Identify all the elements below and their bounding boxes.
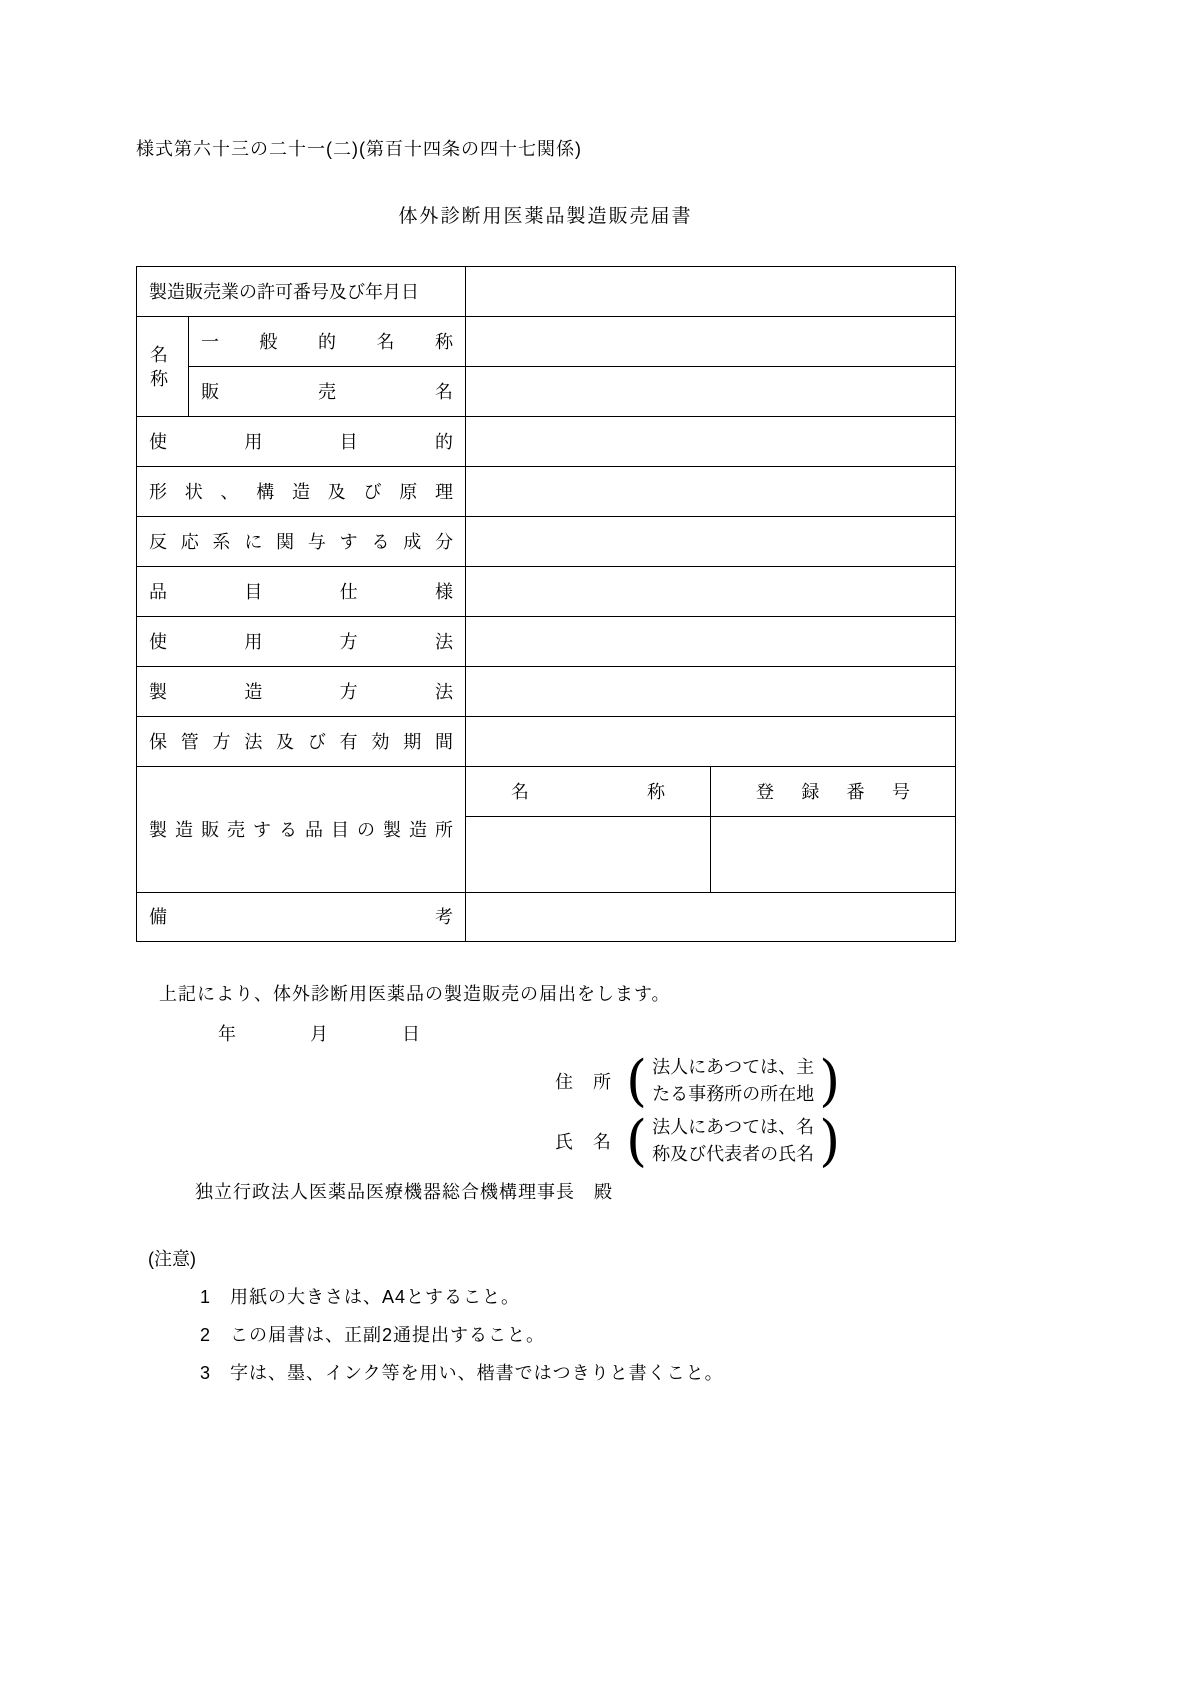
brand-name-label: 販売名: [189, 367, 466, 417]
address-note: [652, 1054, 814, 1108]
row-components: [137, 517, 956, 567]
note-item-2: [136, 1324, 955, 1346]
note-number: 3: [200, 1363, 211, 1383]
row-shape: [137, 467, 956, 517]
factory-label: 製造販売する品目の製造所: [137, 767, 466, 893]
manufacturing-field: [466, 667, 956, 717]
name-note-line2: 称及び代表者の氏名: [652, 1144, 815, 1164]
shape-label: 形状、構造及び原理: [137, 467, 466, 517]
form-number: 様式第六十三の二十一(二)(第百十四条の四十七関係): [136, 139, 582, 159]
remarks-label: 備考: [137, 893, 466, 942]
name-row: [555, 1108, 955, 1173]
note-text: 用紙の大きさは、A4とすること。: [230, 1287, 521, 1307]
close-paren-glyph: ): [819, 1048, 841, 1113]
usage-label: 使用方法: [137, 617, 466, 667]
note-number: 2: [200, 1325, 211, 1345]
note-text: 字は、墨、インク等を用い、楷書ではつきりと書くこと。: [230, 1363, 724, 1383]
brand-name-field: [466, 367, 956, 417]
row-generic-name: [137, 317, 956, 367]
row-storage: [137, 717, 956, 767]
purpose-label: 使用目的: [137, 417, 466, 467]
row-manufacturing: [137, 667, 956, 717]
address-label: 住 所: [555, 1072, 612, 1092]
date-line: [136, 1022, 955, 1046]
purpose-field: [466, 417, 956, 467]
note-text: この届書は、正副2通提出すること。: [230, 1325, 546, 1345]
row-brand-name: [137, 367, 956, 417]
address-note-line1: 法人にあつては、主: [652, 1057, 815, 1077]
close-paren-glyph: ): [819, 1108, 841, 1173]
factory-registration-header: 登録番号: [711, 767, 956, 817]
open-paren-glyph: (: [626, 1108, 648, 1173]
note-item-1: [136, 1286, 955, 1308]
remarks-field: [466, 893, 956, 942]
open-paren-glyph: (: [626, 1048, 648, 1113]
name-note: [652, 1114, 814, 1168]
row-usage: [137, 617, 956, 667]
recipient-line: 独立行政法人医薬品医療機器総合機構理事長 殿: [195, 1182, 613, 1202]
address-note-line2: たる事務所の所在地: [652, 1084, 815, 1104]
spec-label: 品目仕様: [137, 567, 466, 617]
spec-field: [466, 567, 956, 617]
license-number-label: 製造販売業の許可番号及び年月日: [137, 267, 466, 317]
date-day-label: 日: [402, 1024, 420, 1044]
generic-name-field: [466, 317, 956, 367]
notice-title: (注意): [148, 1249, 196, 1269]
note-number: 1: [200, 1287, 211, 1307]
row-factory-header: [137, 767, 956, 817]
row-remarks: [137, 893, 956, 942]
name-note-line1: 法人にあつては、名: [652, 1117, 815, 1137]
date-month-label: 月: [310, 1024, 328, 1044]
components-field: [466, 517, 956, 567]
row-purpose: [137, 417, 956, 467]
storage-field: [466, 717, 956, 767]
generic-name-label: 一般的名称: [189, 317, 466, 367]
address-row: [555, 1048, 955, 1113]
page-title: 体外診断用医薬品製造販売届書: [398, 206, 693, 227]
factory-name-header: 名称: [466, 767, 711, 817]
form-content: [136, 0, 955, 1384]
factory-registration-field: [711, 817, 956, 893]
row-license-number: [137, 267, 956, 317]
declaration-text: 上記により、体外診断用医薬品の製造販売の届出をします。: [159, 984, 671, 1004]
factory-name-field: [466, 817, 711, 893]
note-item-3: [136, 1362, 955, 1384]
usage-field: [466, 617, 956, 667]
manufacturing-label: 製造方法: [137, 667, 466, 717]
shape-field: [466, 467, 956, 517]
name-label: 氏 名: [555, 1132, 612, 1152]
storage-label: 保管方法及び有効期間: [137, 717, 466, 767]
date-year-label: 年: [218, 1024, 236, 1044]
name-group-label: 名称: [137, 317, 189, 417]
license-number-field: [466, 267, 956, 317]
notification-table: [136, 266, 956, 942]
components-label: 反応系に関与する成分: [137, 517, 466, 567]
row-spec: [137, 567, 956, 617]
